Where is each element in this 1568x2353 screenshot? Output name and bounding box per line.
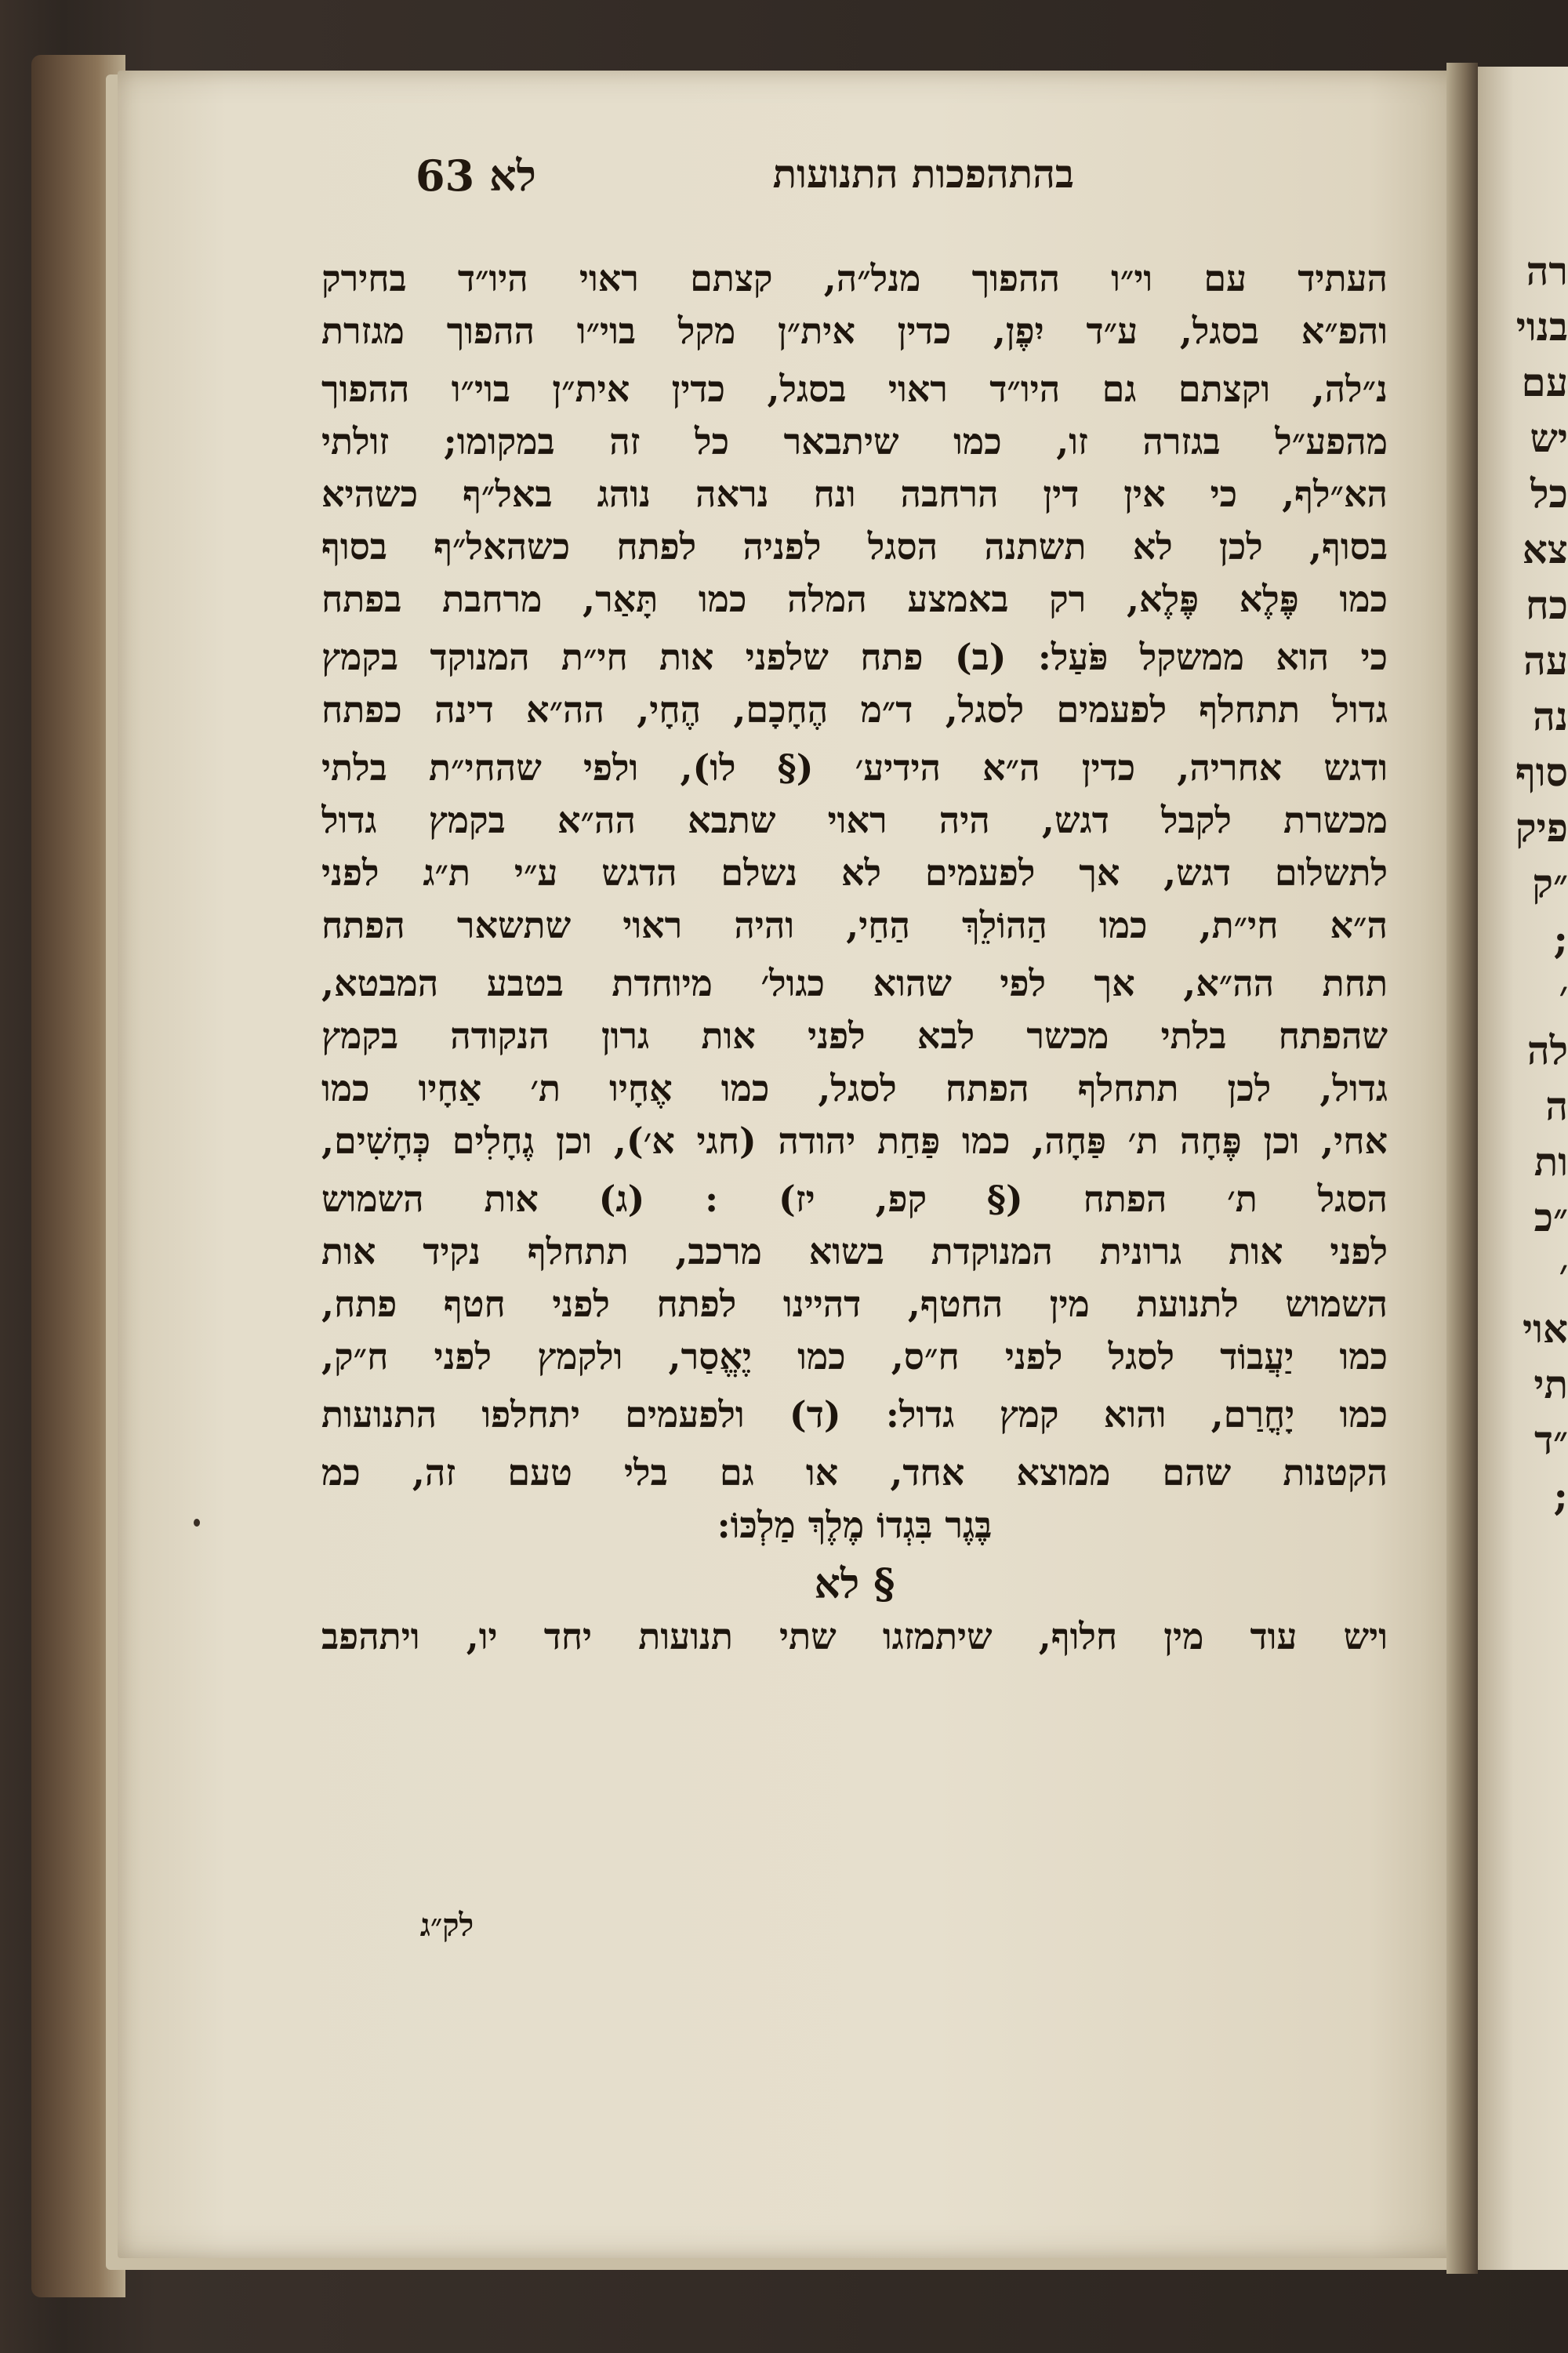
text-line: שהפתח בלתי מכשר לבא לפני אות גרון הנקודה בקמץ: [321, 1015, 1388, 1057]
right-page-fragment: עה: [1523, 637, 1568, 684]
text-line: ה״א חי״ת, כמו הַהוֹלֵךְ הַחַי, והיה ראוי שתשאר הפתח: [321, 904, 1388, 946]
text-line: אחי, וכן פֶּחָה ת׳ פַּחָה, כמו פַּחַת יהודה (חגי א׳), וכן גֶחָלִים כְּחָשִׁים,: [321, 1120, 1388, 1162]
text-line: העתיד עם וי״ו ההפוך מנל״ה, קצתם ראוי היו״ד בחירק: [321, 257, 1388, 300]
text-line: הקטנות שהם ממוצא אחד, או גם בלי טעם זה, כמ: [321, 1451, 1388, 1494]
right-page-fragment: ״ק: [1532, 860, 1568, 906]
text-line: גדול תתחלף לפעמים לסגל, ד״מ הֶחָכָם, הֶחָי, הה״א דינה כפתח: [321, 688, 1388, 731]
right-page-fragment: נה: [1532, 693, 1568, 739]
right-page-fragment: תי: [1534, 1361, 1568, 1407]
text-line: ויש עוד מין חלוף, שיתמזגו שתי תנועות יחד יו, ויתהפב: [321, 1615, 1388, 1658]
text-line: נ״לה, וקצתם גם היו״ד ראוי בסגל, כדין אית״ן בוי״ו ההפוך: [321, 368, 1388, 410]
text-line: ודגש אחריה, כדין ה״א הידיע׳ (§ לו), ולפי שהחי״ת בלתי: [321, 746, 1388, 789]
body-text: [321, 252, 1388, 1663]
text-line: כמו יָחֳרַם, והוא קמץ גדול: (ד) ולפעמים יתחלפו התנועות: [321, 1393, 1388, 1436]
right-page-fragment: ות: [1534, 1138, 1568, 1185]
right-page-fragment: צא: [1522, 526, 1568, 572]
text-line: והפ״א בסגל, ע״ד יִפֶן, כדין אית״ן מקל בוי״ו ההפוך מגזרת: [321, 310, 1388, 352]
text-line: תחת הה״א, אך לפי שהוא כגול׳ מיוחדת בטבע המבטא,: [321, 962, 1388, 1004]
text-line: הא״לף, כי אין דין הרחבה ונח נראה נוהג באל״ף כשהיא: [321, 473, 1388, 515]
text-line: מהפע״ל בגזרה זו, כמו שיתבאר כל זה במקומו; זולתי: [321, 420, 1388, 463]
right-page-fragment: סוף: [1515, 749, 1568, 795]
right-page-fragment: לה: [1526, 1027, 1568, 1073]
right-page-fragment: ;: [1553, 916, 1568, 962]
running-title: בהתהפכות התנועות: [772, 151, 1074, 197]
right-page-fragment: ״כ: [1534, 1194, 1568, 1240]
right-page-fragment: ה: [1545, 1083, 1568, 1129]
text-line: גדול, לכן תתחלף הפתח לסגל, כמו אֶחָיו ת׳ אַחָיו כמו: [321, 1067, 1388, 1109]
right-page-fragment: בנוי: [1515, 303, 1568, 350]
right-page-fragment: יש: [1530, 415, 1568, 461]
catchword: לק״ג: [419, 1907, 474, 1944]
text-line: לתשלום דגש, אך לפעמים לא נשלם הדגש ע״י ת״ג לפני: [321, 852, 1388, 894]
text-line: השמוש לתנועת מין החטף, דהיינו לפתח לפני חטף פתח,: [321, 1283, 1388, 1325]
right-page-fragment: ׳: [1559, 971, 1568, 1018]
text-line: כי הוא ממשקל פֹּעַל: (ב) פתח שלפני אות חי״ת המנוקד בקמץ: [321, 636, 1388, 678]
text-line: לפני אות גרונית המנוקדת בשוא מרכב, תתחלף נקיד אות: [321, 1230, 1388, 1273]
book-gutter: [1446, 63, 1478, 2274]
text-line: בֶּגֶר בִּגְדוֹ מֶלֶךְ מַלְכּוֹ:: [717, 1504, 993, 1546]
right-page-fragment: ;: [1553, 1472, 1568, 1519]
running-header: [416, 151, 1074, 213]
right-page-fragment: רה: [1526, 248, 1568, 294]
right-page-fragment: כל: [1530, 470, 1568, 517]
text-line: כמו פֶּלֶא פֶּלֶא, רק באמצע המלה כמו תָּאַר, מרחבת בפתח: [321, 578, 1388, 620]
text-line: מכשרת לקבל דגש, היה ראוי שתבא הה״א בקמץ גדול: [321, 799, 1388, 841]
margin-mark: [194, 1519, 200, 1527]
right-page-fragment: אוי: [1522, 1305, 1568, 1352]
text-line: כמו יַעֲבוֹד לסגל לפני ח״ס, כמו יֶאֱסַר, ולקמץ לפני ח״ק,: [321, 1335, 1388, 1378]
right-page-fragment: עם: [1521, 359, 1568, 405]
right-page-fragment: פיק: [1515, 804, 1568, 851]
right-page-fragment: ״ד: [1534, 1417, 1568, 1463]
section-heading: § לא: [814, 1560, 895, 1608]
page-number: לא 63: [416, 151, 536, 201]
text-line: הסגל ת׳ הפתח (§ קפ, יז) : (ג) אות השמוש: [321, 1178, 1388, 1220]
text-line: בסוף, לכן לא תשתנה הסגל לפניה לפתח כשהאל״ף בסוף: [321, 525, 1388, 568]
right-page-fragment: כח: [1525, 582, 1568, 628]
right-page-fragment: ׳: [1559, 1250, 1568, 1296]
right-page-text: [1486, 243, 1568, 1523]
